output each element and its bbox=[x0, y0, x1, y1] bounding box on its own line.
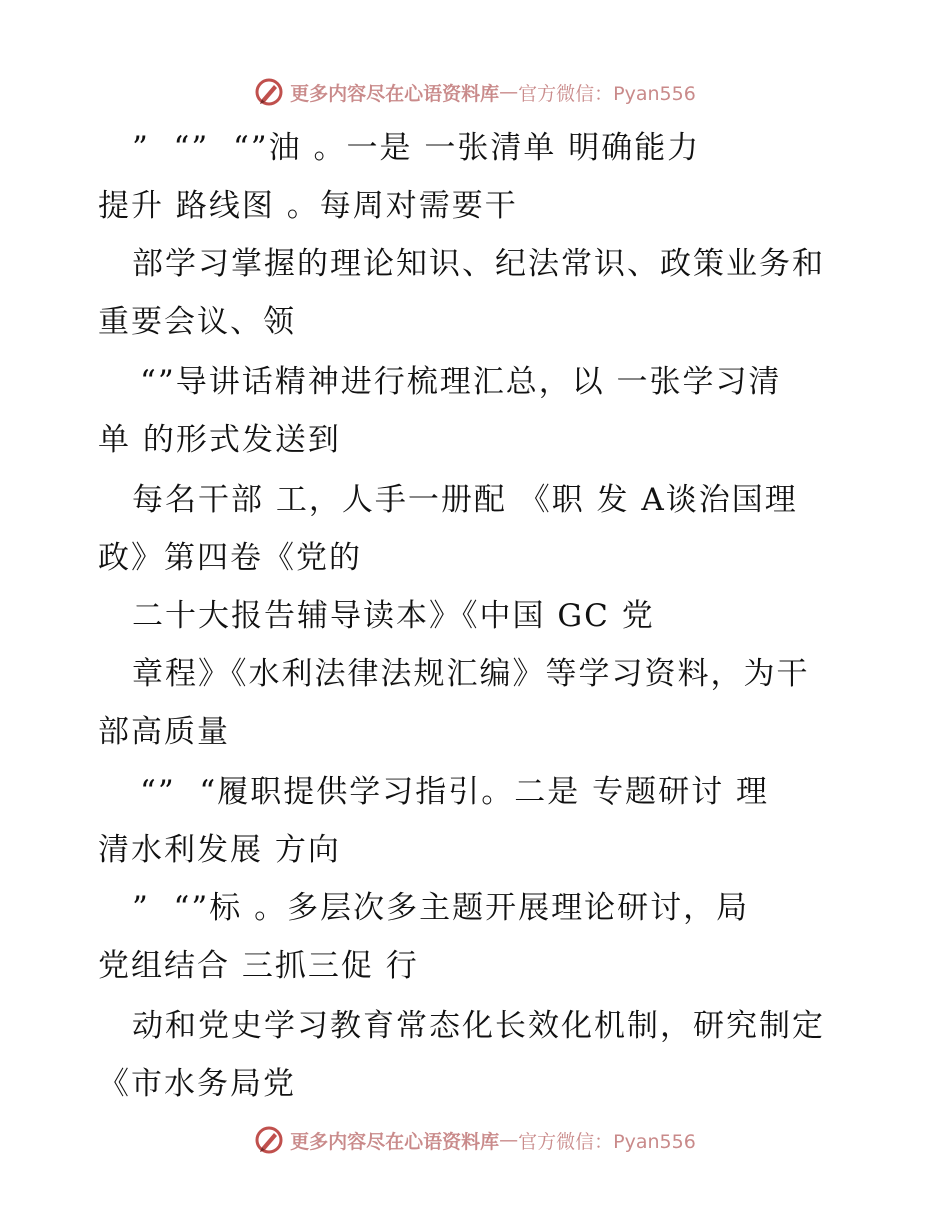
text-line: 单 的形式发送到 bbox=[98, 422, 341, 458]
text-line: “”导讲话精神进行梳理汇总，以 一张学习清 bbox=[140, 364, 782, 400]
text-line: 政》第四卷《党的 bbox=[98, 540, 362, 576]
watermark-header bbox=[0, 72, 950, 112]
text-line: 党组结合 三抓三促 行 bbox=[98, 948, 419, 984]
text-line: 重要会议、领 bbox=[98, 304, 296, 340]
watermark-footer bbox=[0, 1120, 950, 1160]
text-line: ” “” “”油 。一是 一张清单 明确能力 bbox=[132, 130, 701, 166]
pen-logo-icon bbox=[254, 1125, 284, 1155]
pen-logo-icon bbox=[254, 77, 284, 107]
text-line: 《市水务局党 bbox=[98, 1066, 296, 1102]
watermark-sub-text: 官方微信：Pyan556 bbox=[518, 1130, 696, 1153]
text-line: 每名干部 工，人手一册配 《职 发 A谈治国理 bbox=[132, 482, 798, 518]
text-line: 部学习掌握的理论知识、纪法常识、政策业务和 bbox=[132, 246, 825, 282]
watermark-dash: — bbox=[499, 81, 519, 103]
text-line: 动和党史学习教育常态化长效化机制，研究制定 bbox=[132, 1008, 825, 1044]
text-line: 章程》《水利法律法规汇编》等学习资料，为干 bbox=[132, 656, 810, 692]
watermark-main-text: 更多内容尽在心语资料库 bbox=[290, 82, 500, 105]
text-line: 部高质量 bbox=[98, 714, 230, 750]
text-line: ” “”标 。多层次多主题开展理论研讨，局 bbox=[132, 890, 750, 926]
watermark-dash: — bbox=[499, 1129, 519, 1151]
text-line: 二十大报告辅导读本》《中国 GC 党 bbox=[132, 598, 655, 634]
text-line: “” “履职提供学习指引。二是 专题研讨 理 bbox=[140, 774, 769, 810]
watermark-main-text: 更多内容尽在心语资料库 bbox=[290, 1130, 500, 1153]
text-line: 清水利发展 方向 bbox=[98, 832, 341, 868]
text-line: 提升 路线图 。每周对需要干 bbox=[98, 188, 518, 224]
watermark-sub-text: 官方微信：Pyan556 bbox=[518, 82, 696, 105]
